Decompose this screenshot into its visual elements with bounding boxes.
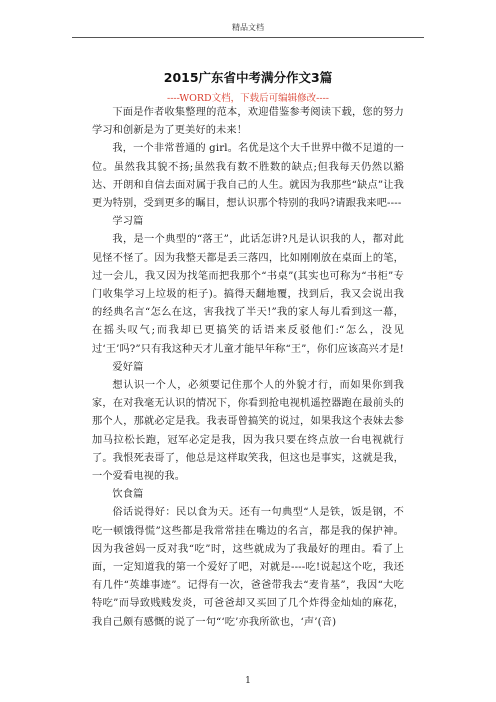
body-paragraph: 我，一个非常普通的 girl。名优是这个大千世界中微不足道的一位。虽然我其貌不扬;虽然我有数不胜数的缺点;但我每天仍然以豁达、开朗和自信去面对属于我自己的人生。就因为我那些“缺点”让我更为特别，受到更多的瞩目，想认识那个特别的我吗?请跟我来吧---- — [92, 143, 404, 210]
document-subtitle: ----WORD文档，下载后可编辑修改---- — [167, 93, 329, 104]
body-paragraph: 想认识一个人，必须要记住那个人的外貌才行，而如果你到我家，在对我毫无认识的情况下，你看到抢电视机遥控器跑在最前头的那个人，那就必定是我。我表哥曾搞笑的说过，如果我这个表妹去参加马拉松长跑，冠军必定是我，因为我只要在终点放一台电视就行了。我恨死表哥了，他总是这样取笑我，但这也是事实，这就是我，一个爱看电视的我。 — [92, 380, 404, 483]
document-body — [92, 104, 404, 632]
intro-paragraph: 下面是作者收集整理的范本，欢迎借鉴参考阅读下载，您的努力学习和创新是为了更美好的未来！ — [92, 107, 404, 137]
body-paragraph: 俗话说得好：民以食为天。还有一句典型“人是铁，饭是钢，不吃一顿饿得慌”这些都是我常常挂在嘴边的名言，都是我的保护神。因为我爸妈一反对我“吃”时，这些就成为了我最好的理由。看了上面，一定知道我的第一个爱好了吧，对就是----吃!说起这个吃，我还有几件“英雄事迹”。记得有一次，爸爸带我去“麦肯基”，我因“大吃特吃”而导致贱贱发炎，可爸爸却又买回了几个炸得金灿灿的麻花，我自己颇有感慨的说了一句“‘吃’亦我所欲也，‘声’(音) — [92, 507, 404, 628]
section-heading-food: 饮食篇 — [112, 489, 144, 501]
section-heading-hobby: 爱好篇 — [112, 361, 144, 373]
header-label: 精品文档 — [232, 23, 264, 32]
page-number: 1 — [245, 676, 251, 686]
document-title: 2015广东省中考满分作文3篇 — [163, 70, 333, 85]
body-paragraph: 我，是一个典型的“落王”，此话怎讲?凡是认识我的人，都对此见怪不怪了。因为我整天都是丢三落四，比如刚刚放在桌面上的笔，过一会儿，我又因为找笔而把我那个“书桌”(其实也可称为“书柜”专门收集学习上垃圾的柜子)。搞得天翻地覆，找到后，我又会说出我的经典名言“怎么在这，害我找了半天!”我的家人每儿看到这一幕，在摇头叹气;而我却已更搞笑的话语来反驳他们:“怎么，没见过‘王’吗?”只有我这种天才儿童才能早年称“王”，你们应该高兴才是! — [92, 234, 404, 355]
page-header — [72, 22, 424, 38]
section-heading-study: 学习篇 — [112, 216, 144, 228]
